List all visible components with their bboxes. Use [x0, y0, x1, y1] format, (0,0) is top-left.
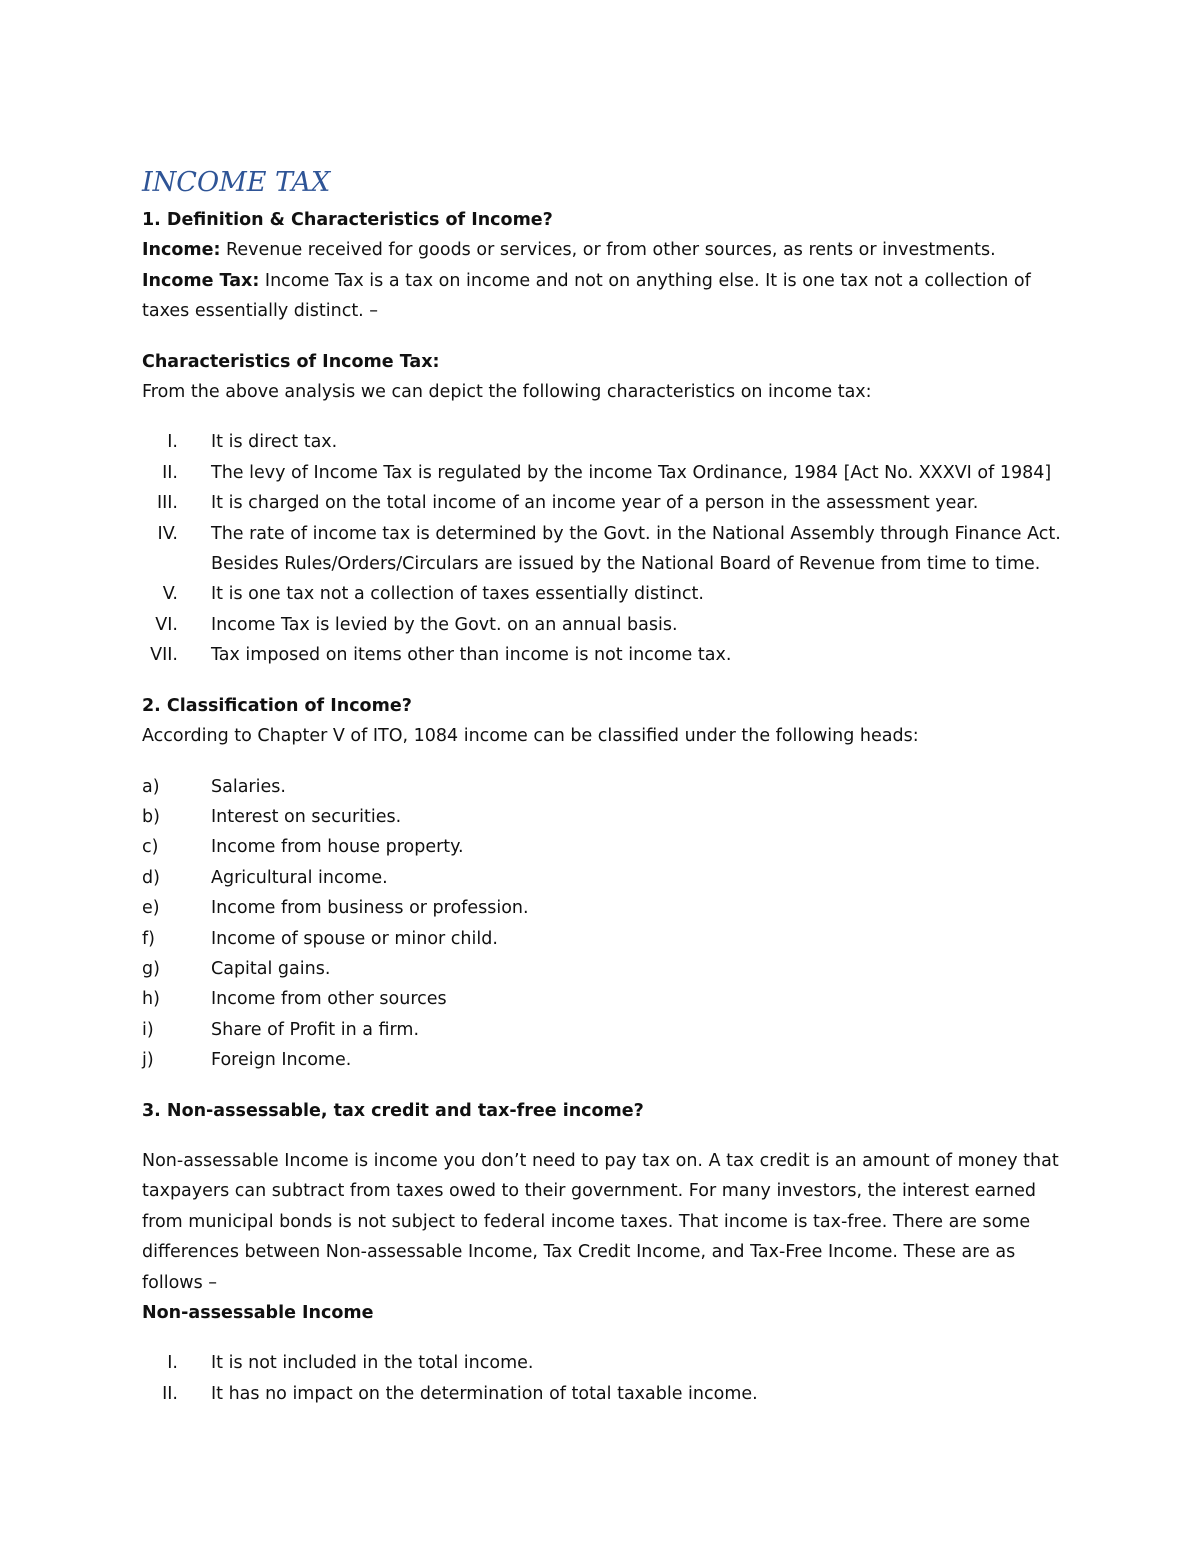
list-item — [142, 427, 1072, 457]
list-item-number: I. — [167, 432, 178, 453]
list-item-number: II. — [162, 462, 178, 483]
list-item-text: Capital gains. — [211, 958, 331, 979]
characteristics-list — [142, 427, 1072, 670]
list-item — [142, 488, 1072, 518]
list-item-text: Share of Profit in a firm. — [211, 1019, 420, 1040]
classification-list — [142, 772, 1072, 1076]
list-item-text: Income Tax is levied by the Govt. on an annual basis. — [211, 614, 678, 635]
list-item-letter: h) — [142, 989, 160, 1010]
list-item — [142, 640, 1072, 670]
income-text: Revenue received for goods or services, or from other sources, as rents or investments. — [220, 240, 996, 261]
list-item-number: II. — [162, 1383, 178, 1404]
list-item — [142, 1015, 1072, 1045]
income-definition — [142, 235, 1072, 265]
list-item — [142, 610, 1072, 640]
section-3-heading: 3. Non-assessable, tax credit and tax-free income? — [142, 1100, 644, 1121]
list-item-letter: j) — [142, 1050, 154, 1071]
list-item-number: VI. — [155, 614, 178, 635]
list-item — [142, 579, 1072, 609]
income-tax-definition — [142, 266, 1072, 327]
characteristics-heading: Characteristics of Income Tax: — [142, 351, 440, 372]
list-item-text: Income from house property. — [211, 837, 464, 858]
list-item-text: Salaries. — [211, 776, 286, 797]
list-item-text: Tax imposed on items other than income is not income tax. — [211, 645, 732, 666]
list-item-letter: g) — [142, 958, 160, 979]
list-item-text: The levy of Income Tax is regulated by the income Tax Ordinance, 1984 [Act No. XXXVI of 1984] — [211, 462, 1052, 483]
list-item — [142, 772, 1072, 802]
income-tax-label: Income Tax: — [142, 270, 260, 291]
list-item-text: It is one tax not a collection of taxes essentially distinct. — [211, 584, 704, 605]
list-item-number: IV. — [157, 523, 178, 544]
list-item-letter: d) — [142, 867, 160, 888]
characteristics-intro: From the above analysis we can depict the following characteristics on income tax: — [142, 382, 872, 403]
list-item-number: VII. — [150, 645, 178, 666]
list-item-number: I. — [167, 1353, 178, 1374]
list-item-text: Agricultural income. — [211, 867, 388, 888]
list-item — [142, 984, 1072, 1014]
classification-intro: According to Chapter V of ITO, 1084 income can be classified under the following heads: — [142, 726, 919, 747]
document-title: INCOME TAX — [142, 167, 331, 198]
list-item-text: Income from business or profession. — [211, 898, 529, 919]
list-item-letter: c) — [142, 837, 159, 858]
section-2-heading: 2. Classification of Income? — [142, 695, 412, 716]
list-item-text: It is charged on the total income of an income year of a person in the assessment year. — [211, 493, 979, 514]
list-item — [142, 1348, 1072, 1378]
list-item — [142, 924, 1072, 954]
list-item — [142, 954, 1072, 984]
list-item — [142, 832, 1072, 862]
list-item-number: V. — [162, 584, 178, 605]
list-item — [142, 1379, 1072, 1409]
list-item-text: It is not included in the total income. — [211, 1353, 534, 1374]
list-item — [142, 863, 1072, 893]
income-label: Income: — [142, 240, 221, 261]
document-page — [142, 163, 1072, 1409]
list-item-text: Foreign Income. — [211, 1050, 352, 1071]
section-1-heading: 1. Definition & Characteristics of Income? — [142, 210, 553, 230]
list-item — [142, 802, 1072, 832]
list-item — [142, 458, 1072, 488]
list-item — [142, 1045, 1072, 1075]
list-item — [142, 893, 1072, 923]
list-item-text: Interest on securities. — [211, 806, 402, 827]
list-item-text: Income from other sources — [211, 989, 447, 1010]
list-item-letter: a) — [142, 776, 160, 797]
non-assessable-list — [142, 1348, 1072, 1409]
list-item-letter: e) — [142, 898, 160, 919]
list-item-text: The rate of income tax is determined by the Govt. in the National Assembly through Finance Act. Besides Rules/Orders/Circulars are issued by the National Board of Revenue from time to time. — [211, 523, 1061, 575]
section-3-paragraph: Non-assessable Income is income you don’t need to pay tax on. A tax credit is an amount of money that taxpayers can subtract from taxes owed to their government. For many investors, the interest earned from municipal bonds is not subject to federal income taxes. That income is tax-free. There are some differences between Non-assessable Income, Tax Credit Income, and Tax-Free Income. These are as follows – — [142, 1150, 1059, 1293]
list-item — [142, 519, 1072, 580]
list-item-letter: f) — [142, 928, 155, 949]
non-assessable-heading: Non-assessable Income — [142, 1303, 374, 1323]
income-tax-text: Income Tax is a tax on income and not on anything else. It is one tax not a collection of taxes essentially distinct. – — [142, 270, 1031, 322]
list-item-letter: b) — [142, 806, 160, 827]
list-item-number: III. — [156, 493, 178, 514]
list-item-text: It is direct tax. — [211, 432, 338, 453]
list-item-letter: i) — [142, 1019, 154, 1040]
list-item-text: It has no impact on the determination of total taxable income. — [211, 1383, 758, 1404]
list-item-text: Income of spouse or minor child. — [211, 928, 498, 949]
